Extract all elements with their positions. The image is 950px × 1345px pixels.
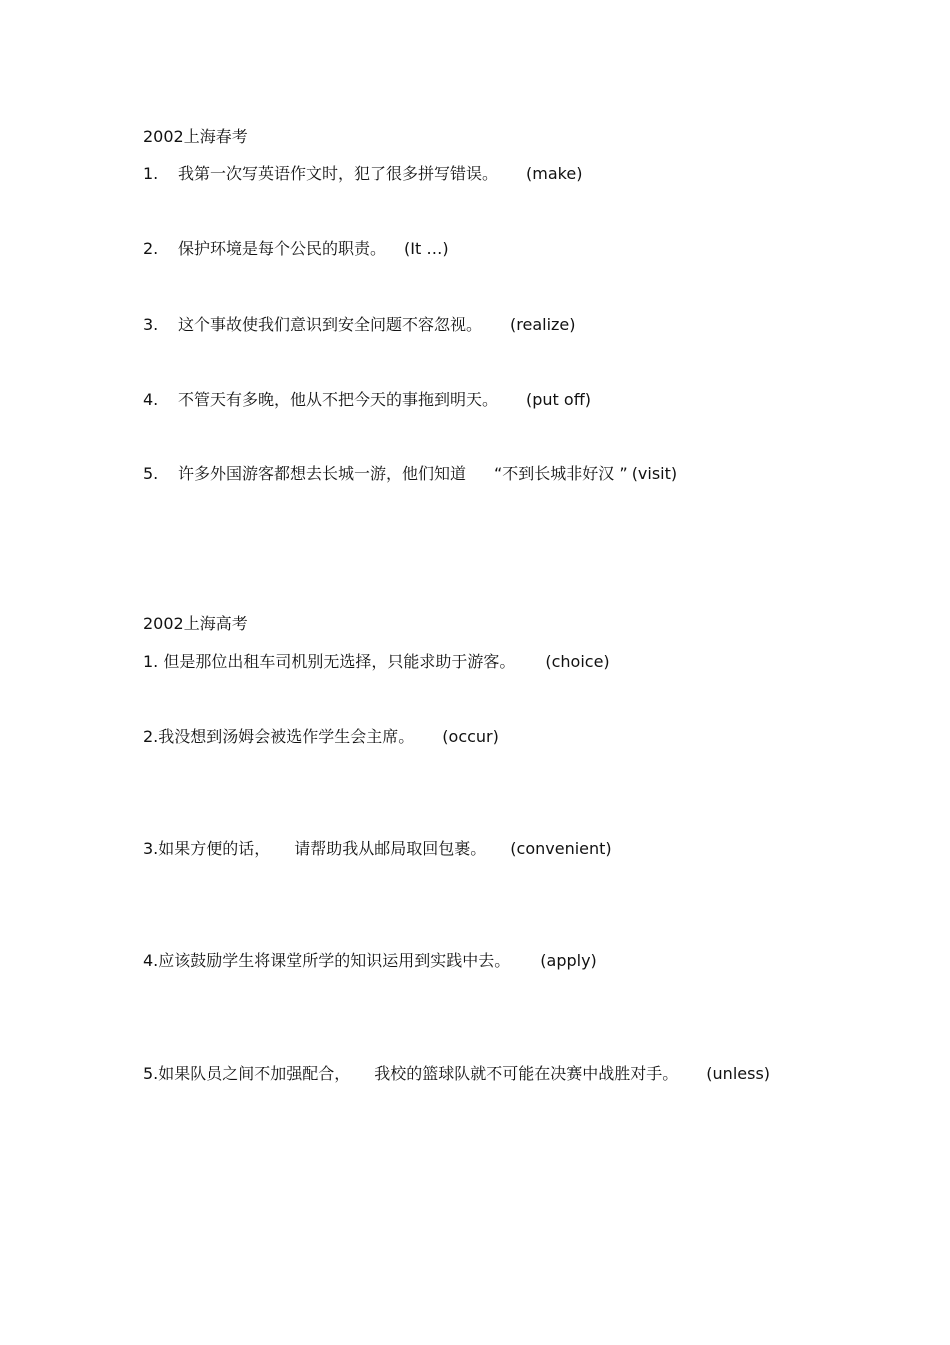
list-item	[143, 1064, 770, 1084]
list-item	[143, 315, 576, 335]
item-quote: “不到长城非好汉 ”	[494, 464, 628, 483]
list-item	[143, 951, 597, 971]
item-hint: (realize)	[510, 315, 576, 334]
list-item	[143, 727, 499, 747]
section2-title: 2002上海高考	[143, 614, 248, 633]
item-hint: (visit)	[631, 464, 678, 483]
section1-title: 2002上海春考	[143, 127, 248, 146]
item-text: 5.如果队员之间不加强配合，	[143, 1064, 351, 1083]
item-hint: (choice)	[545, 652, 610, 671]
list-item	[143, 652, 610, 672]
item-text: 保护环境是每个公民的职责。	[178, 239, 387, 258]
item-hint: (unless)	[706, 1064, 771, 1083]
item-number: 4.	[143, 390, 159, 409]
item-hint: (apply)	[540, 951, 597, 970]
item-text: 1. 但是那位出租车司机别无选择，只能求助于游客。	[143, 652, 516, 671]
item-number: 1.	[143, 164, 159, 183]
item-text: 许多外国游客都想去长城一游，他们知道	[178, 464, 467, 483]
item-text: 我第一次写英语作文时，犯了很多拼写错误。	[178, 164, 499, 183]
item-text-continued: 请帮助我从邮局取回包裹。	[294, 839, 487, 858]
list-item	[143, 164, 582, 184]
item-number: 3.	[143, 315, 159, 334]
item-hint: (put off)	[526, 390, 591, 409]
item-number: 2.	[143, 239, 159, 258]
list-item	[143, 239, 449, 259]
list-item	[143, 390, 591, 410]
list-item	[143, 464, 677, 484]
item-text: 2.我没想到汤姆会被选作学生会主席。	[143, 727, 415, 746]
item-text: 4.应该鼓励学生将课堂所学的知识运用到实践中去。	[143, 951, 511, 970]
item-number: 5.	[143, 464, 159, 483]
item-hint: (It …)	[404, 239, 449, 258]
item-hint: (make)	[526, 164, 583, 183]
item-text: 3.如果方便的话，	[143, 839, 271, 858]
item-hint: (convenient)	[510, 839, 612, 858]
item-text: 这个事故使我们意识到安全问题不容忽视。	[178, 315, 483, 334]
item-text-continued: 我校的篮球队就不可能在决赛中战胜对手。	[374, 1064, 679, 1083]
item-hint: (occur)	[442, 727, 499, 746]
item-text: 不管天有多晚，他从不把今天的事拖到明天。	[178, 390, 499, 409]
list-item	[143, 839, 612, 859]
